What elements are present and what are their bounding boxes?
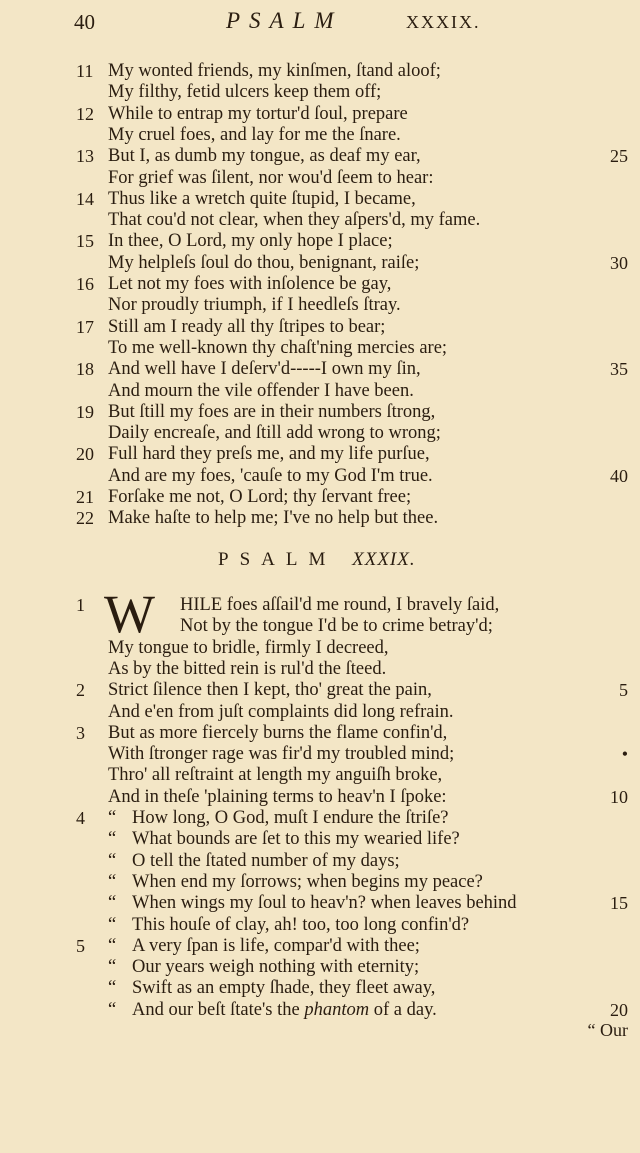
- verse-text: Forſake me not, O Lord; thy ſervant free;: [108, 487, 412, 507]
- verse-number: 18: [76, 359, 94, 380]
- quotation-mark: “: [108, 999, 117, 1020]
- verse-text: That cou'd not clear, when they aſpers'd, my fame.: [108, 210, 481, 231]
- margin-line-number: 30: [610, 252, 628, 273]
- verse-text: But I, as dumb my tongue, as deaf my ear,: [108, 146, 421, 167]
- verse-text: When wings my ſoul to heav'n? when leaves behind: [132, 893, 517, 914]
- verse-line: [0, 595, 640, 616]
- verse-line: [0, 444, 640, 465]
- verse-number: 12: [76, 103, 94, 124]
- verse-number: 20: [76, 444, 94, 465]
- verse-number: 17: [76, 316, 94, 337]
- quotation-mark: “: [108, 829, 117, 850]
- verse-number: 21: [76, 487, 94, 507]
- psalm-heading-number: XXXIX.: [352, 549, 416, 570]
- verse-text: And mourn the vile offender I have been.: [108, 380, 414, 401]
- verse-line: [0, 189, 640, 210]
- verse-line: [0, 210, 640, 231]
- verse-line: [0, 295, 640, 316]
- verse-text: Full hard they preſs me, and my life purſue,: [108, 444, 430, 465]
- verse-line: [0, 487, 640, 508]
- verse-text: My wonted friends, my kinſmen, ſtand aloof;: [108, 61, 441, 81]
- verse-line: [0, 317, 640, 338]
- verse-text: While to entrap my tortur'd ſoul, prepare: [108, 103, 408, 124]
- verse-number: 11: [76, 61, 94, 81]
- verse-line: [0, 82, 640, 103]
- verse-line: [0, 744, 640, 765]
- verse-text: My tongue to bridle, firmly I decreed,: [108, 637, 389, 658]
- verse-line: [0, 231, 640, 252]
- running-psalm-number: XXXIX.: [406, 12, 481, 32]
- verse-number: 1: [76, 595, 85, 615]
- catchword: “ Our: [587, 1020, 628, 1040]
- verse-line: [0, 381, 640, 402]
- verse-number: 19: [76, 401, 94, 422]
- verse-line: [0, 61, 640, 82]
- verse-line: [0, 168, 640, 189]
- verse-line: [0, 359, 640, 380]
- verse-number: 16: [76, 274, 94, 294]
- verse-line: [0, 915, 640, 936]
- quotation-mark: “: [108, 893, 117, 914]
- verse-number: 3: [76, 722, 85, 743]
- verse-line: [0, 1000, 640, 1021]
- margin-line-number: 10: [610, 786, 628, 807]
- margin-line-number: 35: [610, 359, 628, 380]
- verse-text: And well have I deſerv'd-----I own my ſin,: [108, 359, 421, 380]
- verse-number: 13: [76, 146, 94, 167]
- verse-text: And e'en from juſt complaints did long refrain.: [108, 701, 454, 722]
- verse-line: [0, 104, 640, 125]
- verse-number: 2: [76, 680, 85, 701]
- psalm-heading-word: PSALM: [218, 549, 337, 570]
- verse-text: When end my ſorrows; when begins my peace?: [132, 871, 483, 892]
- verse-text: But as more fiercely burns the flame confin'd,: [108, 722, 448, 743]
- verse-text: And are my foes, 'cauſe to my God I'm true.: [108, 465, 433, 486]
- verse-text: Our years weigh nothing with eternity;: [132, 957, 420, 978]
- quotation-mark: “: [108, 914, 117, 935]
- verse-text: But ſtill my foes are in their numbers ſtrong,: [108, 401, 436, 422]
- verse-text: My helpleſs ſoul do thou, benignant, raiſe;: [108, 252, 420, 273]
- verse-number: 5: [76, 935, 85, 956]
- verse-line: [0, 872, 640, 893]
- page-number: 40: [74, 10, 95, 34]
- verse-line: [0, 146, 640, 167]
- verse-text: Let not my foes with inſolence be gay,: [108, 274, 392, 294]
- verse-line: [0, 402, 640, 423]
- verse-text: As by the bitted rein is rul'd the ſteed.: [108, 658, 387, 679]
- verse-text: My cruel foes, and lay for me the ſnare.: [108, 124, 401, 145]
- verse-text: This houſe of clay, ah! too, too long confin'd?: [132, 914, 470, 935]
- verse-number: 22: [76, 508, 94, 529]
- verse-line: [0, 638, 640, 659]
- verse-text: Make haſte to help me; I've no help but thee.: [108, 508, 439, 529]
- quotation-mark: “: [108, 978, 117, 999]
- verse-number: 14: [76, 188, 94, 209]
- quotation-mark: “: [108, 935, 117, 956]
- verse-line: [0, 338, 640, 359]
- verse-text: Daily encreaſe, and ſtill add wrong to wrong;: [108, 423, 441, 444]
- verse-text: With ſtronger rage was fir'd my troubled mind;: [108, 744, 455, 765]
- verse-text: Swift as an empty ſhade, they fleet away,: [132, 978, 436, 999]
- verse-text: Nor proudly triumph, if I heedleſs ſtray.: [108, 295, 401, 316]
- psalm-heading: [218, 549, 416, 571]
- margin-line-number: •: [621, 744, 628, 765]
- verse-line: [0, 508, 640, 529]
- verse-text: Still am I ready all thy ſtripes to bear;: [108, 316, 386, 337]
- verse-text: O tell the ſtated number of my days;: [132, 850, 400, 871]
- quotation-mark: “: [108, 808, 117, 828]
- verse-text: Thus like a wretch quite ſtupid, I became,: [108, 188, 416, 209]
- verse-line: [0, 702, 640, 723]
- margin-line-number: 5: [619, 680, 628, 701]
- verse-line: [0, 274, 640, 295]
- verse-text: My filthy, fetid ulcers keep them off;: [108, 82, 382, 103]
- running-title: PSALM: [226, 8, 343, 33]
- verse-text: And our beſt ſtate's the phantom of a day.: [132, 999, 437, 1020]
- verse-text: For grief was ſilent, nor wou'd ſeem to hear:: [108, 167, 434, 188]
- quotation-mark: “: [108, 871, 117, 892]
- margin-line-number: 40: [610, 465, 628, 486]
- verse-line: [0, 765, 640, 786]
- verse-line: [0, 125, 640, 146]
- verse-text: Not by the tongue I'd be to crime betray'd;: [180, 616, 493, 637]
- verse-line: [0, 829, 640, 850]
- verse-number: 4: [76, 808, 85, 828]
- verse-text: HILE foes aſſail'd me round, I bravely ſaid,: [180, 595, 500, 615]
- verse-line: [0, 466, 640, 487]
- verse-line: [0, 423, 640, 444]
- quotation-mark: “: [108, 850, 117, 871]
- verse-text: How long, O God, muſt I endure the ſtriſe?: [132, 808, 449, 828]
- margin-line-number: 25: [610, 146, 628, 167]
- verse-text: A very ſpan is life, compar'd with thee;: [132, 935, 420, 956]
- verse-line: [0, 723, 640, 744]
- verse-line: [0, 957, 640, 978]
- verse-text: Strict ſilence then I kept, tho' great the pain,: [108, 680, 432, 701]
- verse-line: [0, 936, 640, 957]
- verse-line: [0, 851, 640, 872]
- drop-cap: W: [104, 584, 155, 644]
- verse-text: Thro' all reſtraint at length my anguiſh broke,: [108, 765, 443, 786]
- verse-line: [0, 978, 640, 999]
- margin-line-number: 20: [610, 999, 628, 1020]
- margin-line-number: 15: [610, 893, 628, 914]
- verse-line: [0, 253, 640, 274]
- verse-text: What bounds are ſet to this my wearied life?: [132, 829, 460, 850]
- quotation-mark: “: [108, 957, 117, 978]
- verse-text: And in theſe 'plaining terms to heav'n I ſpoke:: [108, 786, 447, 807]
- verse-number: 15: [76, 231, 94, 252]
- verse-line: [0, 616, 640, 637]
- verse-line: [0, 680, 640, 701]
- verse-line: [0, 893, 640, 914]
- verse-text: In thee, O Lord, my only hope I place;: [108, 231, 393, 252]
- verse-text: To me well-known thy chaſt'ning mercies are;: [108, 337, 448, 358]
- verse-line: [0, 659, 640, 680]
- verse-line: [0, 808, 640, 829]
- verse-line: [0, 787, 640, 808]
